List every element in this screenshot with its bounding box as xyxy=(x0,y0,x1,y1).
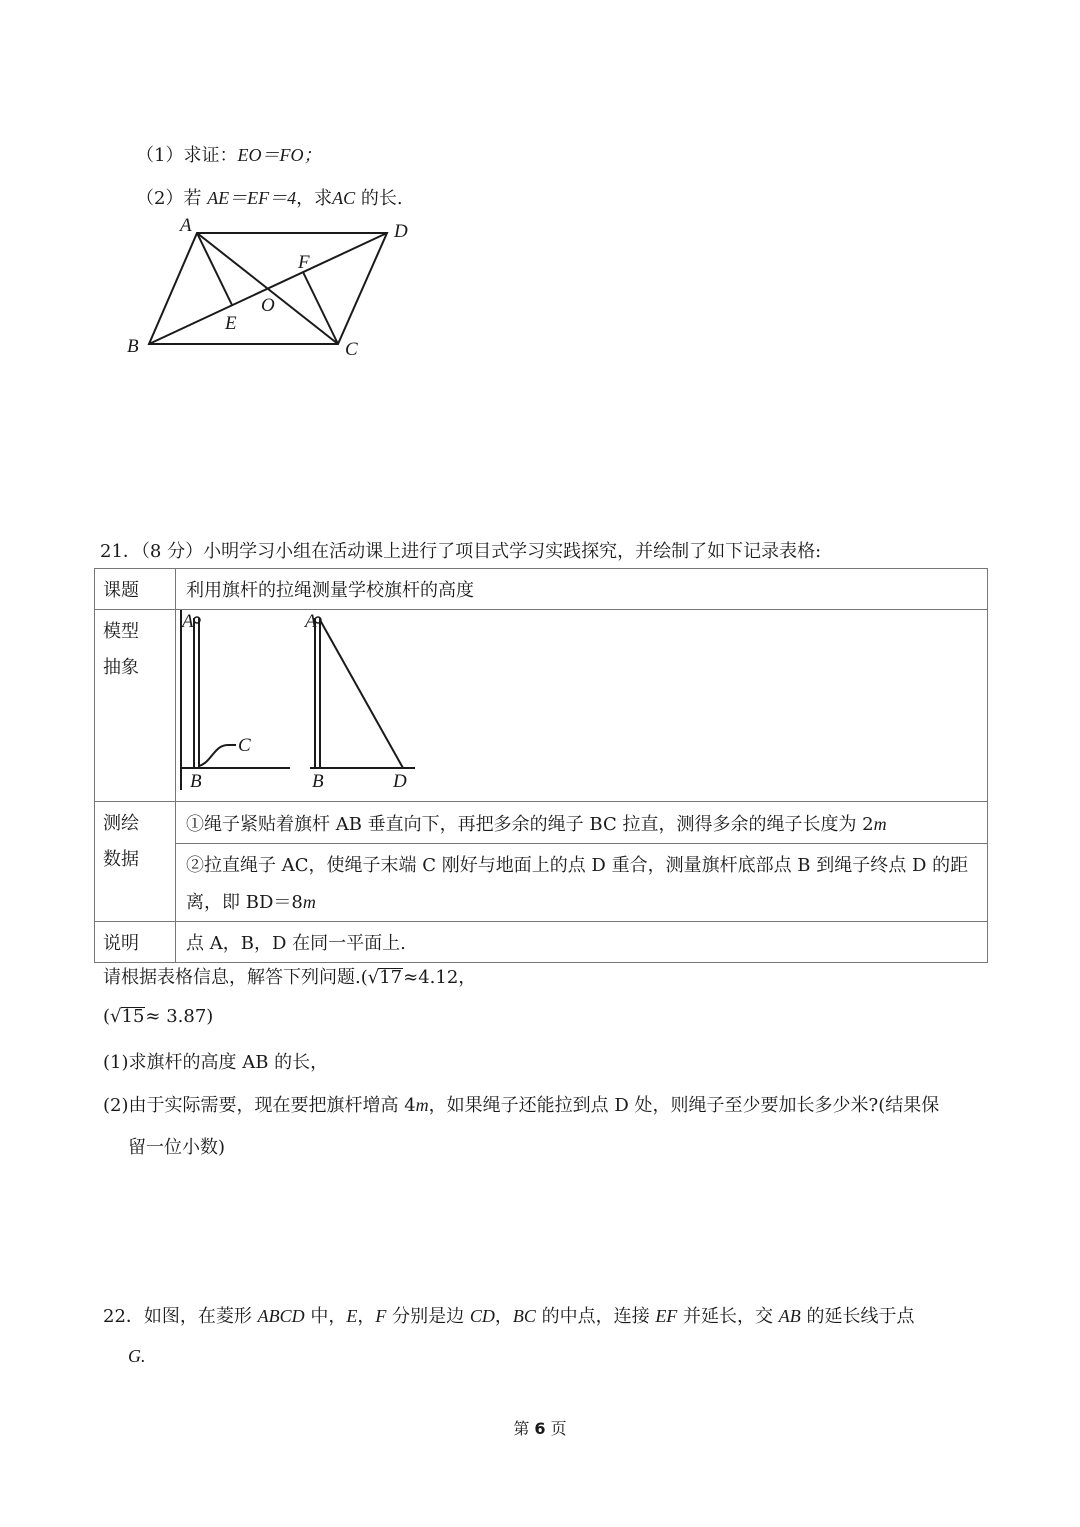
q21-hint-value2: ≈ 3.87) xyxy=(145,1006,214,1027)
q22-text-a: 22．如图，在菱形 xyxy=(103,1306,258,1327)
q22-f: F xyxy=(375,1306,387,1326)
q22-e: E xyxy=(346,1306,358,1326)
q22-abcd: ABCD xyxy=(257,1306,305,1326)
model-label-a1: A xyxy=(182,611,194,632)
q22-comma: ， xyxy=(494,1306,513,1327)
model-header-line2: 抽象 xyxy=(103,657,139,678)
model-header-line1: 模型 xyxy=(103,621,139,642)
label-e: E xyxy=(225,313,237,334)
data-row2-line2-text: 离，即 BD＝8 xyxy=(186,892,303,913)
q20-part2-text-b: ，求 xyxy=(296,188,333,209)
q21-intro: 21．（8 分）小明学习小组在活动课上进行了项目式学习实践探究，并绘制了如下记录表格: xyxy=(100,541,822,562)
q21-part2-line1 xyxy=(103,1091,939,1117)
q20-part1-expr: EO＝FO； xyxy=(237,145,322,165)
q20-part2-num: （2） xyxy=(136,188,184,209)
q21-part1: (1)求旗杆的高度 AB 的长， xyxy=(103,1052,329,1073)
q22-text-b: 中， xyxy=(304,1306,347,1327)
label-a: A xyxy=(180,215,192,236)
data-header xyxy=(95,802,176,922)
table-row-data1 xyxy=(95,802,988,844)
data-row2-unit: m xyxy=(302,892,316,912)
model-label-b1: B xyxy=(190,771,202,792)
label-o: O xyxy=(261,295,275,316)
data-header-line1: 测绘 xyxy=(103,813,139,834)
q22-cd: CD xyxy=(469,1306,495,1326)
data-row1-unit: m xyxy=(873,814,887,834)
q22-text-e2: 的中点，连接 xyxy=(535,1306,656,1327)
q21-hint-line2: (√15≈ 3.87) xyxy=(103,1006,214,1027)
label-d: D xyxy=(394,221,408,242)
data-row2-line1: ②拉直绳子 AC，使绳子末端 C 刚好与地面上的点 D 重合，测量旗杆底部点 B 到绳子终点 D 的距 xyxy=(186,855,969,876)
label-c: C xyxy=(345,339,358,360)
q21-hint-line1: 请根据表格信息，解答下列问题.(√17≈4.12， xyxy=(103,967,477,988)
q22-text-c: ， xyxy=(357,1306,376,1327)
q20-part2-text-c: 的长. xyxy=(355,188,403,209)
q22-text-f2: 并延长，交 xyxy=(677,1306,779,1327)
model-label-a2: A xyxy=(305,611,317,632)
label-b: B xyxy=(127,336,139,357)
q21-hint-radicand1: 17 xyxy=(379,967,403,988)
q22-line2: G. xyxy=(128,1346,146,1366)
table-row-note xyxy=(95,922,988,963)
page-footer xyxy=(0,1416,1080,1439)
note-text: 点 A，B，D 在同一平面上. xyxy=(176,922,988,963)
data-row1-text: ①绳子紧贴着旗杆 AB 垂直向下，再把多余的绳子 BC 拉直，测得多余的绳子长度为 2 xyxy=(186,814,874,835)
page-suffix: 页 xyxy=(550,1419,567,1438)
q22-ab: AB xyxy=(778,1306,801,1326)
q20-part2-ac: AC xyxy=(332,188,356,208)
model-label-d: D xyxy=(393,771,407,792)
q20-part2-text-a: 若 xyxy=(183,188,208,209)
q20-part2-expr: AE＝EF＝4 xyxy=(207,188,297,208)
data-header-line2: 数据 xyxy=(103,849,139,870)
q21-hint-text: 请根据表格信息，解答下列问题.( xyxy=(103,967,368,988)
table-row-data2 xyxy=(95,844,988,922)
q21-part2-line2: 留一位小数) xyxy=(128,1137,226,1158)
q22-ef: EF xyxy=(655,1306,678,1326)
q22-bc: BC xyxy=(512,1306,536,1326)
note-header: 说明 xyxy=(95,922,176,963)
data-row2-line2 xyxy=(186,884,987,921)
q22-line1 xyxy=(103,1302,915,1328)
q21-hint-open2: ( xyxy=(103,1006,111,1027)
data-row1 xyxy=(176,802,988,844)
page-number: 6 xyxy=(534,1419,546,1438)
data-row2 xyxy=(176,844,988,922)
model-label-b2: B xyxy=(312,771,324,792)
q21-part2-unit: m xyxy=(415,1095,429,1115)
q21-hint-radicand2: 15 xyxy=(121,1006,145,1027)
rope-slack-bc xyxy=(199,745,236,766)
page-prefix: 第 xyxy=(513,1419,530,1438)
q21-part2-text-a: (2)由于实际需要，现在要把旗杆增高 4 xyxy=(103,1095,416,1116)
q22-text-d: 分别是边 xyxy=(386,1306,470,1327)
q20-part1-text: 求证： xyxy=(183,145,238,166)
q20-part1-num: （1） xyxy=(136,145,184,166)
rope-ad xyxy=(320,620,403,768)
topic-header: 课题 xyxy=(95,569,176,610)
model-label-c: C xyxy=(238,735,251,756)
label-f: F xyxy=(298,252,310,273)
q22-text-g2: 的延长线于点 xyxy=(800,1306,915,1327)
topic-text: 利用旗杆的拉绳测量学校旗杆的高度 xyxy=(176,569,988,610)
q21-hint-value1: ≈4.12， xyxy=(403,967,477,988)
q21-part2-text-b: ，如果绳子还能拉到点 D 处，则绳子至少要加长多少米?(结果保 xyxy=(428,1095,940,1116)
